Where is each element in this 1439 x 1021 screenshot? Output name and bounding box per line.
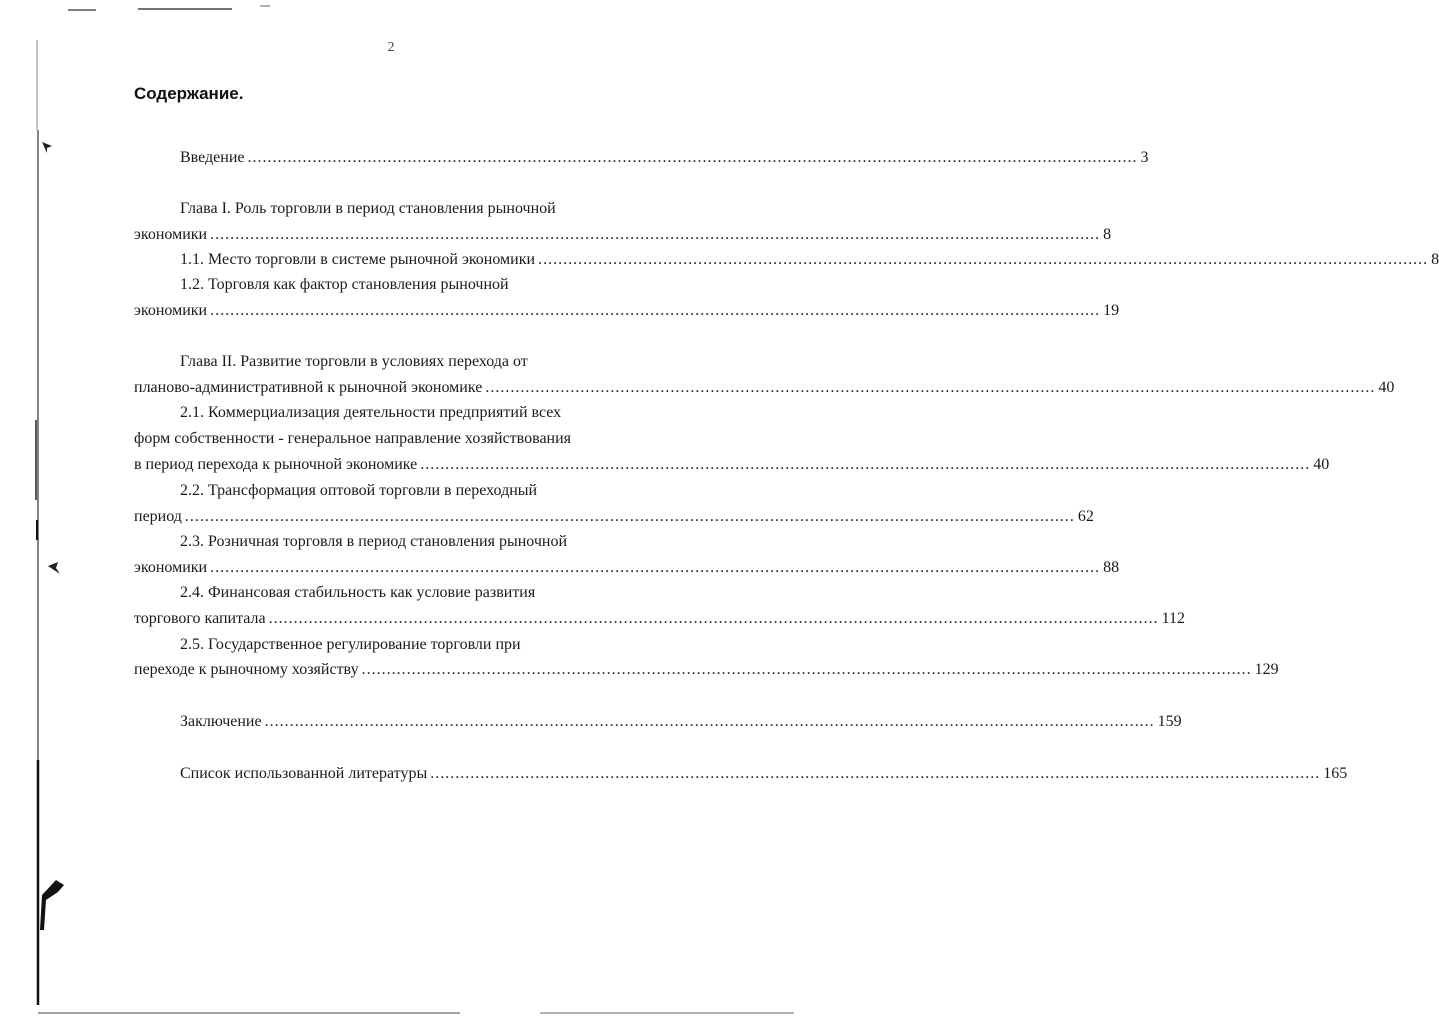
entry-page: 88 bbox=[1103, 559, 1120, 576]
toc-entry-chapter-1-line-1[interactable] bbox=[134, 197, 646, 221]
toc-entry-introduction[interactable] bbox=[134, 146, 1149, 170]
entry-label: экономики bbox=[134, 559, 208, 576]
entry-page: 19 bbox=[1103, 302, 1120, 319]
entry-first-line: 2.2. Трансформация оптовой торговли в переходный bbox=[180, 482, 538, 499]
entry-label: Список использованной литературы bbox=[180, 765, 428, 782]
entry-label: экономики bbox=[134, 226, 208, 243]
entry-page: 40 bbox=[1378, 379, 1395, 396]
entry-first-line: 2.3. Розничная торговля в период становления рыночной bbox=[180, 533, 568, 550]
dot-leader: .................................................................................................................................................................................. bbox=[268, 610, 1159, 627]
entry-label: экономики bbox=[134, 302, 208, 319]
entry-first-line: 2.4. Финансовая стабильность как условие развития bbox=[180, 584, 536, 601]
entry-page: 40 bbox=[1313, 456, 1330, 473]
punch-mark bbox=[42, 142, 52, 153]
toc-entry-section-1-2-line-1[interactable] bbox=[134, 273, 646, 297]
dot-leader: .................................................................................................................................................................................. bbox=[430, 765, 1321, 782]
dot-leader: .................................................................................................................................................................................. bbox=[184, 508, 1075, 525]
entry-page: 165 bbox=[1323, 765, 1348, 782]
entry-label: в период перехода к рыночной экономике bbox=[134, 456, 418, 473]
dot-leader: .................................................................................................................................................................................. bbox=[210, 559, 1101, 576]
entry-label: Заключение bbox=[180, 713, 262, 730]
entry-page: 62 bbox=[1077, 508, 1094, 525]
toc-entry-section-2-2[interactable] bbox=[134, 505, 1094, 529]
dot-leader: .................................................................................................................................................................................. bbox=[210, 226, 1101, 243]
entry-first-line: 2.1. Коммерциализация деятельности предприятий всех bbox=[180, 404, 562, 421]
toc-entry-section-2-2-line-1[interactable] bbox=[134, 479, 646, 503]
toc-entry-section-2-1-line-1[interactable] bbox=[134, 401, 646, 425]
entry-page: 112 bbox=[1161, 610, 1186, 627]
page-number: 2 bbox=[387, 40, 395, 55]
toc-entry-section-2-1[interactable] bbox=[134, 453, 1330, 477]
toc-entry-section-2-4[interactable] bbox=[134, 607, 1186, 631]
entry-label: торгового капитала bbox=[134, 610, 266, 627]
toc-title: Содержание. bbox=[134, 84, 244, 103]
toc-entry-section-2-3-line-1[interactable] bbox=[134, 530, 646, 554]
toc-entry-section-1-2[interactable] bbox=[134, 299, 1120, 323]
entry-page: 3 bbox=[1140, 149, 1149, 166]
toc-entry-conclusion[interactable] bbox=[134, 710, 1182, 734]
entry-page: 129 bbox=[1254, 661, 1279, 678]
entry-label: планово-административной к рыночной экономике bbox=[134, 379, 483, 396]
toc-entry-section-2-5[interactable] bbox=[134, 658, 1279, 682]
dot-leader: .................................................................................................................................................................................. bbox=[264, 713, 1155, 730]
dot-leader: .................................................................................................................................................................................. bbox=[485, 379, 1376, 396]
binding-blot bbox=[40, 880, 64, 930]
entry-second-line: форм собственности - генеральное направление хозяйствования bbox=[134, 430, 572, 447]
entry-label: Введение bbox=[180, 149, 245, 166]
dot-leader: .................................................................................................................................................................................. bbox=[420, 456, 1311, 473]
dot-leader: .................................................................................................................................................................................. bbox=[361, 661, 1252, 678]
toc-entry-section-2-5-line-1[interactable] bbox=[134, 633, 646, 657]
entry-first-line: Глава II. Развитие торговли в условиях перехода от bbox=[180, 353, 528, 370]
entry-first-line: 1.2. Торговля как фактор становления рыночной bbox=[180, 276, 509, 293]
entry-label: 1.1. Место торговли в системе рыночной экономики bbox=[180, 251, 536, 268]
punch-mark bbox=[48, 562, 60, 574]
toc-entry-chapter-1[interactable] bbox=[134, 223, 1112, 247]
toc-entry-section-2-3[interactable] bbox=[134, 556, 1120, 580]
toc-entry-section-2-4-line-1[interactable] bbox=[134, 581, 646, 605]
entry-label: переходе к рыночному хозяйству bbox=[134, 661, 359, 678]
dot-leader: .................................................................................................................................................................................. bbox=[538, 251, 1429, 268]
toc-entry-section-1-1[interactable] bbox=[134, 248, 1439, 272]
entry-page: 159 bbox=[1157, 713, 1182, 730]
entry-first-line: 2.5. Государственное регулирование торговли при bbox=[180, 636, 521, 653]
toc-entry-bibliography[interactable] bbox=[134, 762, 1348, 786]
toc-entry-chapter-2[interactable] bbox=[134, 376, 1395, 400]
entry-first-line: Глава I. Роль торговли в период становления рыночной bbox=[180, 200, 556, 217]
dot-leader: .................................................................................................................................................................................. bbox=[210, 302, 1101, 319]
entry-page: 8 bbox=[1103, 226, 1112, 243]
entry-page: 8 bbox=[1431, 251, 1439, 268]
toc-entry-section-2-1-line-2[interactable] bbox=[134, 427, 646, 451]
entry-label: период bbox=[134, 508, 182, 525]
toc-entry-chapter-2-line-1[interactable] bbox=[134, 350, 646, 374]
dot-leader: .................................................................................................................................................................................. bbox=[247, 149, 1138, 166]
